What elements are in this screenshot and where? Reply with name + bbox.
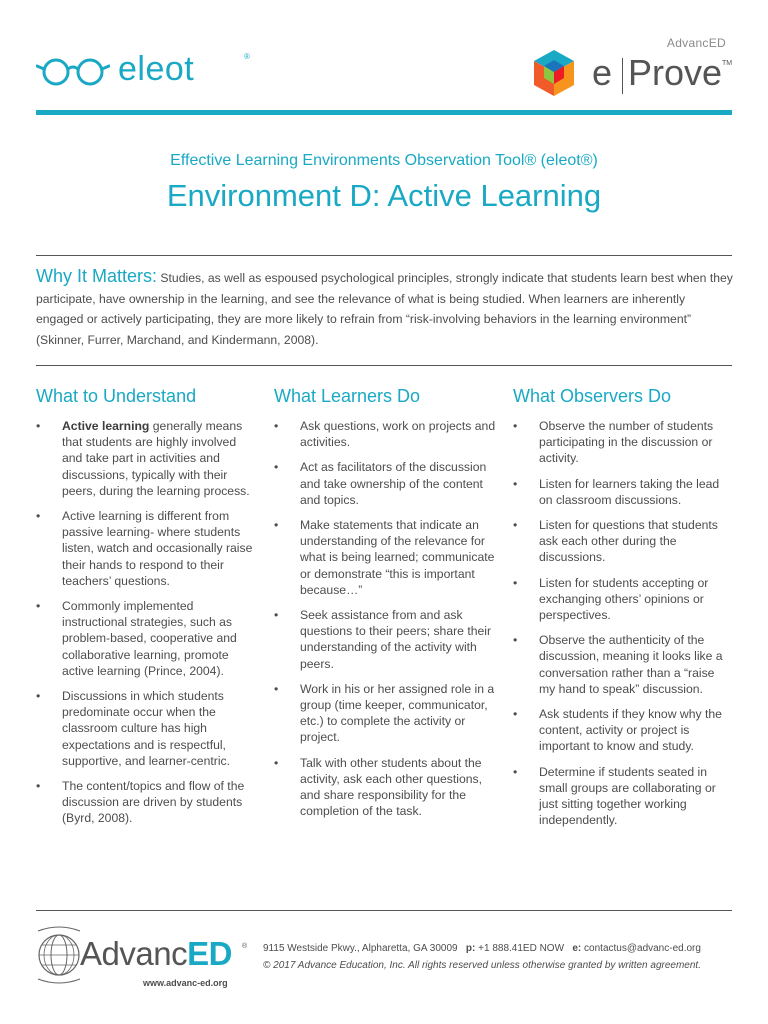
column-heading: What to Understand	[36, 386, 197, 406]
address: 9115 Westside Pkwy., Alpharetta, GA 30009	[263, 943, 458, 954]
eleot-logo	[36, 50, 250, 94]
bullet-list	[513, 418, 733, 828]
bullet-icon: •	[513, 476, 518, 491]
bullet-icon: •	[274, 518, 279, 533]
column-what-to-understand	[36, 386, 258, 836]
bullet-icon: •	[36, 779, 41, 794]
list-item	[513, 476, 733, 508]
email-address[interactable]: contactus@advanc-ed.org	[584, 943, 701, 954]
bullet-icon: •	[513, 518, 518, 533]
bullet-icon: •	[274, 755, 279, 770]
bullet-icon: •	[36, 689, 41, 704]
list-item-text: Make statements that indicate an understanding of the relevance for what is being learned; communicate or demonstrate “this is important because…”	[300, 518, 495, 597]
list-item-text: Listen for questions that students ask each other during the discussions.	[539, 518, 718, 565]
email-label: e:	[572, 943, 582, 954]
website-url[interactable]: www.advanc-ed.org	[143, 978, 228, 988]
list-item-text: Observe the authenticity of the discussion, meaning it looks like a conversation rather than a “raise my hand to speak” discussion.	[539, 633, 723, 696]
eprove-logo	[530, 48, 735, 98]
divider	[36, 910, 732, 911]
list-item-text: Act as facilitators of the discussion and take ownership of the content and topics.	[300, 460, 487, 507]
list-item	[274, 459, 496, 508]
list-item	[513, 517, 733, 566]
list-item-text: Listen for learners taking the lead on classroom discussions.	[539, 476, 720, 507]
bullet-icon: •	[513, 764, 518, 779]
bullet-icon: •	[274, 419, 279, 433]
divider	[36, 255, 732, 256]
phone-label: p:	[465, 943, 476, 954]
bullet-icon: •	[274, 681, 279, 696]
advanced-registered-mark: ®	[242, 943, 248, 950]
list-item-text: Determine if students seated in small groups are collaborating or just sitting together working independently.	[539, 764, 716, 828]
bullet-icon: •	[513, 633, 518, 648]
list-item	[513, 706, 733, 755]
list-item	[36, 688, 258, 769]
list-item	[274, 607, 496, 672]
glasses-icon	[36, 56, 110, 86]
bullet-icon: •	[36, 509, 41, 524]
eprove-divider	[622, 58, 623, 94]
why-label: Why It Matters:	[36, 266, 158, 286]
list-item	[36, 598, 258, 679]
copyright: © 2017 Advance Education, Inc. All rights reserved unless otherwise granted by written agreement.	[263, 960, 701, 971]
advanced-wordmark	[80, 935, 232, 973]
eleot-registered-mark: ®	[244, 52, 250, 61]
globe-icon	[36, 925, 82, 987]
list-item	[513, 575, 733, 624]
cube-icon	[530, 48, 578, 98]
bullet-icon: •	[513, 575, 518, 590]
advanced-small-label: AdvancED	[666, 36, 726, 50]
bullet-icon: •	[513, 707, 518, 722]
list-item	[274, 681, 496, 746]
list-item-text: Discussions in which students predominate occur when the classroom culture has high expectations and is respectful, supportive, and learner-centric.	[62, 689, 231, 768]
list-item-text: Observe the number of students participating in the discussion or activity.	[539, 419, 714, 466]
bullet-list	[274, 418, 496, 819]
bullet-icon: •	[36, 419, 41, 433]
contact-line	[263, 943, 701, 954]
list-item-text: Commonly implemented instructional strategies, such as problem-based, cooperative and collaborative learning, promote active learning (Prince, 2004).	[62, 599, 237, 678]
list-item-text: generally means that students are highly involved and take part in activities and discussions, typically with their peers, during the learning process.	[62, 419, 250, 498]
list-item-text: Seek assistance from and ask questions to their peers; share their understanding of the activity with peers.	[300, 608, 492, 671]
why-it-matters	[36, 266, 734, 350]
list-item	[274, 418, 496, 450]
bullet-icon: •	[274, 608, 279, 623]
list-item	[36, 508, 258, 589]
bullet-icon: •	[274, 460, 279, 475]
list-item-text: Ask students if they know why the content, activity or project is important to know and study.	[539, 707, 722, 754]
column-heading: What Observers Do	[513, 386, 672, 406]
eprove-prove: Prove	[628, 52, 723, 93]
phone-number[interactable]: +1 888.41ED NOW	[478, 943, 565, 954]
list-item	[36, 778, 258, 827]
list-item-text: The content/topics and flow of the discussion are driven by students (Byrd, 2008).	[62, 779, 245, 826]
eleot-wordmark: eleot	[118, 50, 195, 88]
list-item-text: Talk with other students about the activity, ask each other questions, and share responsibility for the completion of the task.	[300, 755, 483, 819]
why-text: Studies, as well as espoused psychological principles, strongly indicate that students learn best when they participate, have ownership in the learning, and see the relevance of what is being studied. When learners are inherently engaged or actively participating, they are more likely to refrain from “risk-involving behaviors in the learning environment” (Skinner, Furrer, Marchand, and Kindermann, 2008).	[36, 271, 733, 347]
list-item	[513, 632, 733, 697]
list-item-lead: Active learning	[62, 419, 150, 433]
divider	[36, 365, 732, 366]
list-item-text: Ask questions, work on projects and activities.	[300, 419, 496, 450]
list-item-text: Listen for students accepting or exchanging others’ opinions or perspectives.	[539, 575, 709, 623]
eprove-e: e	[592, 52, 613, 93]
bullet-icon: •	[513, 419, 518, 433]
column-what-observers-do	[513, 386, 733, 837]
list-item-text: Active learning is different from passive learning- where students listen, watch and occasionally raise their hands to respond to their teachers’ questions.	[62, 509, 253, 588]
list-item-text: Work in his or her assigned role in a group (time keeper, communicator, etc.) to complete the activity or project.	[300, 681, 495, 745]
list-item	[274, 755, 496, 820]
page-title: Environment D: Active Learning	[166, 178, 602, 213]
advanced-wordmark-b: ED	[187, 935, 232, 972]
advanced-wordmark-a: Advanc	[80, 935, 188, 972]
page-subtitle: Effective Learning Environments Observation Tool® (eleot®)	[170, 152, 598, 169]
eprove-trademark: TM	[722, 60, 733, 67]
column-what-learners-do	[274, 386, 496, 828]
bullet-icon: •	[36, 599, 41, 614]
column-heading: What Learners Do	[274, 386, 421, 406]
list-item	[513, 764, 733, 829]
header-rule	[36, 110, 732, 115]
list-item	[513, 418, 733, 467]
list-item	[274, 517, 496, 598]
list-item	[36, 418, 258, 499]
bullet-list	[36, 418, 258, 827]
